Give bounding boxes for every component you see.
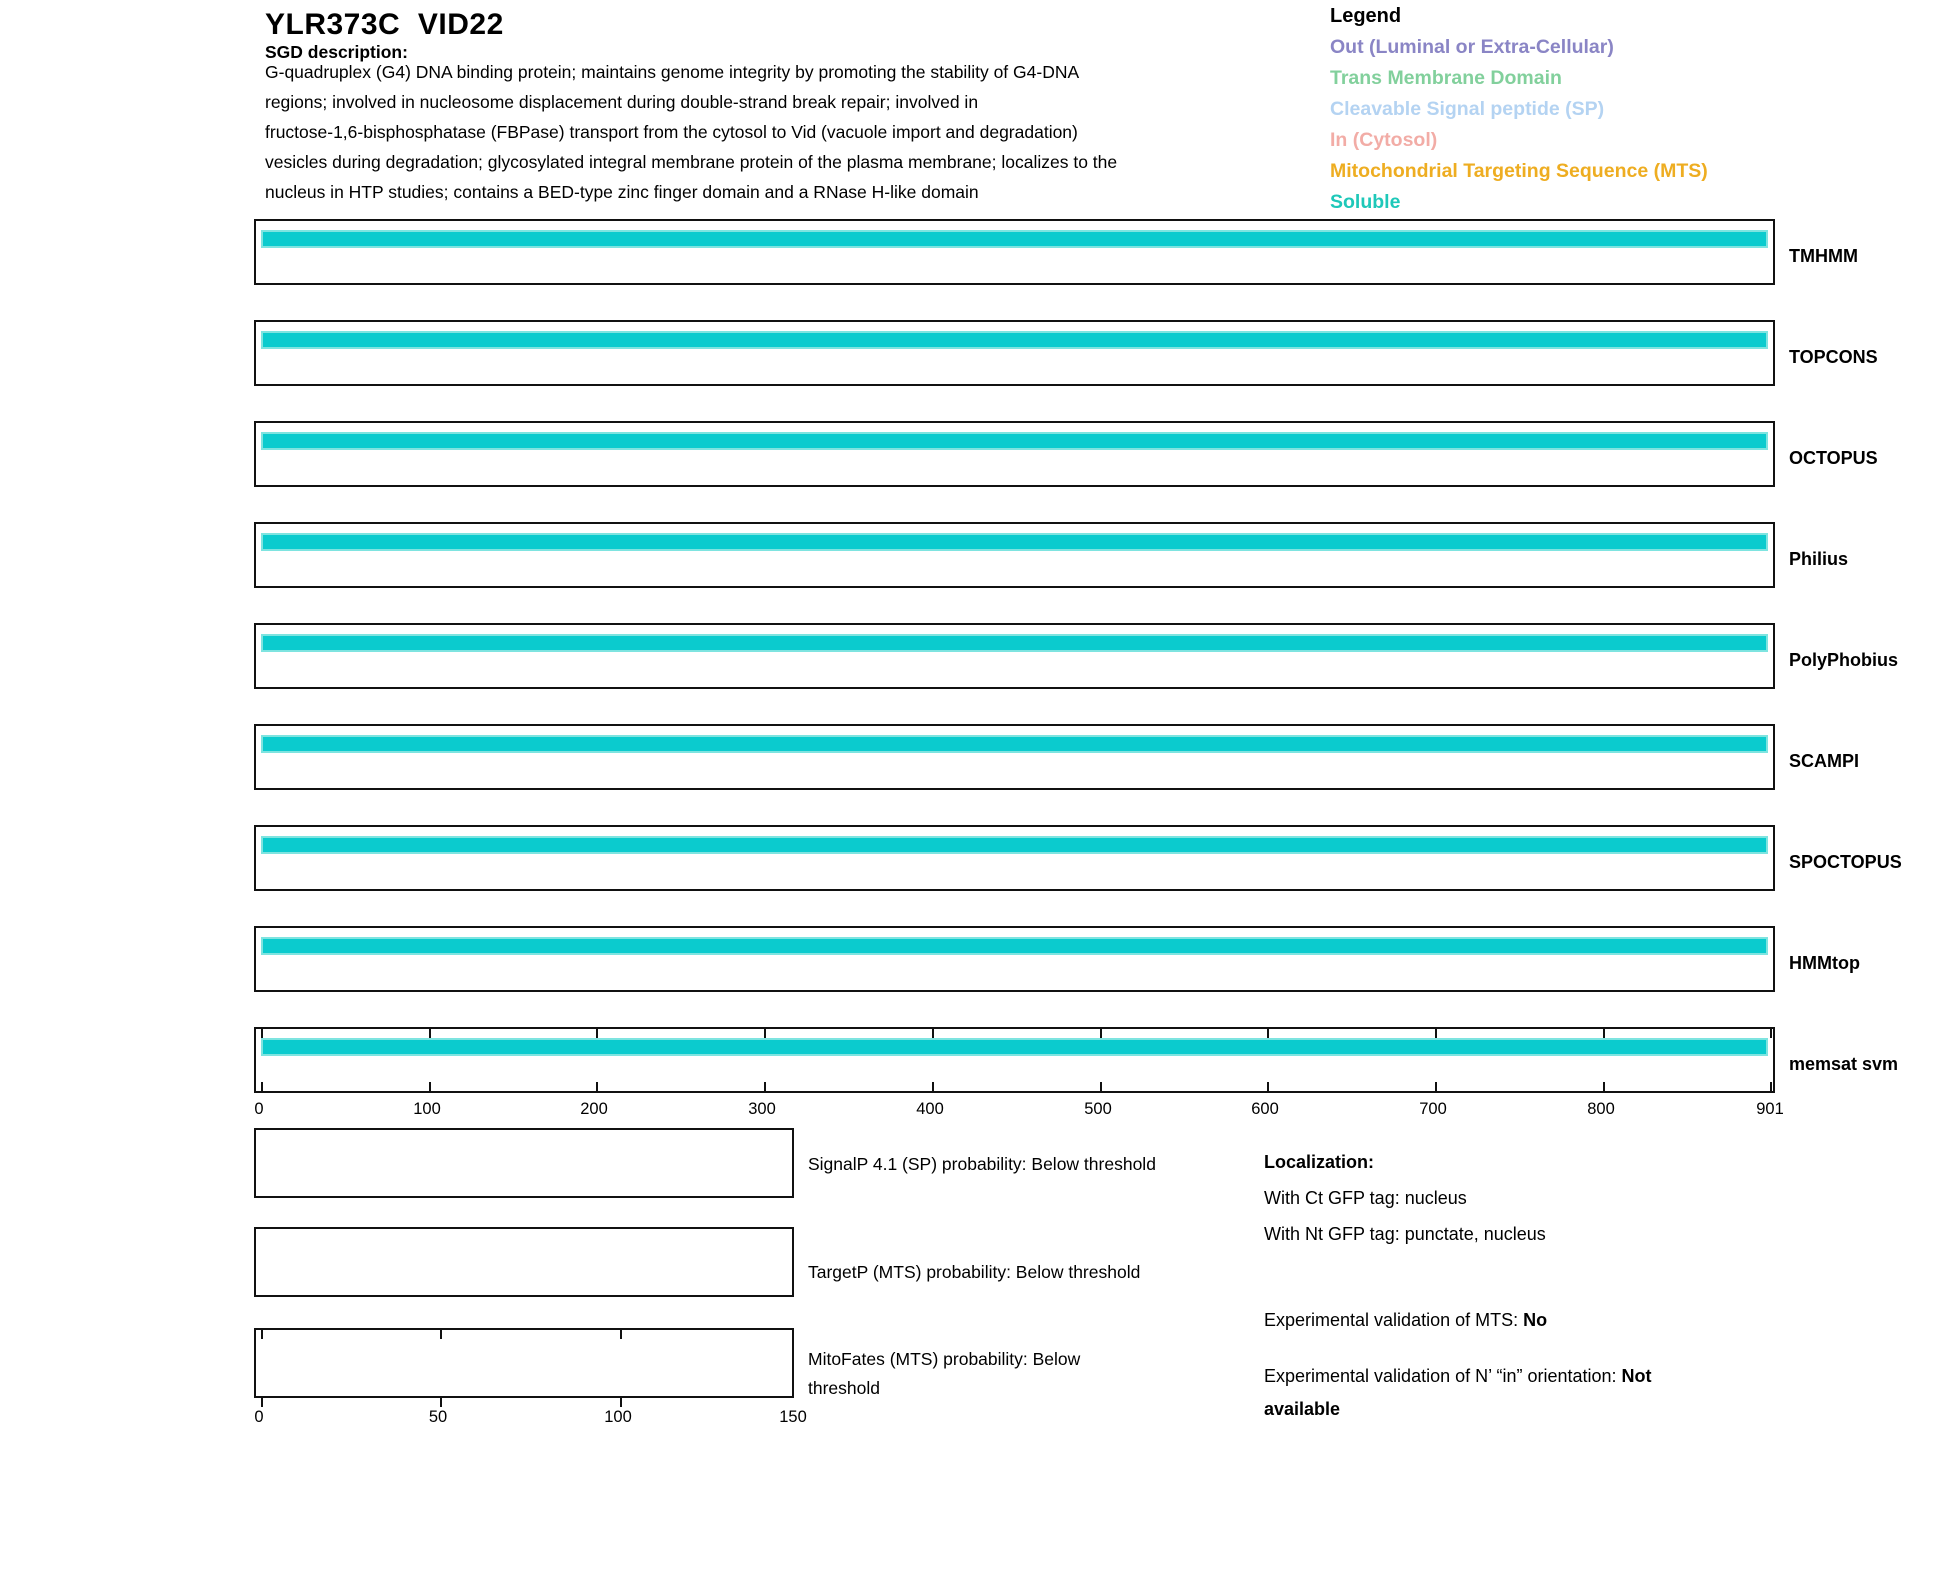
axis-tick: [261, 1082, 263, 1091]
page-title: YLR373C VID22: [265, 8, 504, 41]
axis-tick-label: 500: [1084, 1100, 1112, 1118]
axis-tick: [1100, 1082, 1102, 1091]
axis-tick-label: 901: [1756, 1100, 1784, 1118]
legend-title: Legend: [1330, 5, 1402, 27]
legend-item-soluble: Soluble: [1330, 191, 1401, 213]
axis-tick: [1100, 1029, 1102, 1038]
soluble-bar: [261, 432, 1768, 450]
axis-tick: [261, 1330, 263, 1339]
axis-tick: [261, 1029, 263, 1038]
localization-title: Localization:: [1264, 1152, 1375, 1172]
sgd-description-line: G-quadruplex (G4) DNA binding protein; maintains genome integrity by promoting the stability of G4-DNA: [265, 62, 1080, 82]
track-box-polyphobius: [254, 623, 1775, 689]
soluble-bar: [261, 937, 1768, 955]
axis-tick: [429, 1082, 431, 1091]
sgd-description-label: SGD description:: [265, 42, 408, 62]
axis-tick: [764, 1029, 766, 1038]
axis-tick: [1603, 1082, 1605, 1091]
axis-tick-label: 0: [254, 1100, 264, 1118]
axis-tick-label: 150: [779, 1408, 807, 1426]
axis-tick: [440, 1398, 442, 1407]
sgd-description-line: vesicles during degradation; glycosylated integral membrane protein of the plasma membrane; localizes to the: [265, 152, 1118, 172]
track-label-polyphobius: PolyPhobius: [1789, 650, 1899, 670]
axis-tick-label: 100: [413, 1100, 441, 1118]
sgd-description-line: regions; involved in nucleosome displacement during double-strand break repair; involved in: [265, 92, 979, 112]
signalp-caption: SignalP 4.1 (SP) probability: Below threshold: [808, 1154, 1156, 1174]
track-box-spoctopus: [254, 825, 1775, 891]
legend-item-mts: Mitochondrial Targeting Sequence (MTS): [1330, 160, 1708, 182]
axis-tick: [1267, 1082, 1269, 1091]
track-label-memsat-svm: memsat svm: [1789, 1054, 1899, 1074]
soluble-bar: [261, 836, 1768, 854]
axis-tick-label: 50: [428, 1408, 448, 1426]
main-x-axis: [254, 1100, 1784, 1122]
soluble-bar: [261, 533, 1768, 551]
legend-item-tm: Trans Membrane Domain: [1330, 67, 1562, 89]
track-box-tmhmm: [254, 219, 1775, 285]
axis-tick: [1435, 1029, 1437, 1038]
mitofates-caption: MitoFates (MTS) probability: Below threshold: [808, 1349, 1081, 1398]
axis-tick: [596, 1029, 598, 1038]
targetp-plot-box: [254, 1227, 794, 1297]
axis-tick: [596, 1082, 598, 1091]
small-x-axis: [254, 1408, 807, 1430]
orientation-validation-line: [1264, 1360, 1709, 1426]
soluble-bar: [261, 735, 1768, 753]
legend-item-out: Out (Luminal or Extra-Cellular): [1330, 36, 1614, 58]
mts-validation-value: No: [1523, 1310, 1548, 1330]
track-box-topcons: [254, 320, 1775, 386]
track-label-scampi: SCAMPI: [1789, 751, 1860, 771]
axis-tick: [1603, 1029, 1605, 1038]
sgd-description-line: nucleus in HTP studies; contains a BED-type zinc finger domain and a RNase H-like domain: [265, 182, 979, 202]
soluble-bar: [261, 331, 1768, 349]
axis-tick-label: 700: [1419, 1100, 1447, 1118]
axis-tick-label: 600: [1251, 1100, 1279, 1118]
soluble-bar: [261, 1038, 1768, 1056]
track-box-octopus: [254, 421, 1775, 487]
axis-tick: [440, 1330, 442, 1339]
track-label-tmhmm: TMHMM: [1789, 246, 1858, 266]
axis-tick: [764, 1082, 766, 1091]
axis-tick-label: 800: [1587, 1100, 1615, 1118]
legend-item-in: In (Cytosol): [1330, 129, 1438, 151]
orientation-validation-value: Not available: [1264, 1366, 1652, 1419]
soluble-bar: [261, 230, 1768, 248]
localization-nt-line: With Nt GFP tag: punctate, nucleus: [1264, 1224, 1546, 1244]
track-label-philius: Philius: [1789, 549, 1849, 569]
axis-tick: [620, 1398, 622, 1407]
axis-tick-label: 200: [580, 1100, 608, 1118]
soluble-bar: [261, 634, 1768, 652]
axis-tick-label: 0: [254, 1408, 264, 1426]
axis-tick: [620, 1330, 622, 1339]
axis-tick: [429, 1029, 431, 1038]
track-label-hmmtop: HMMtop: [1789, 953, 1860, 973]
axis-tick: [932, 1029, 934, 1038]
track-label-topcons: TOPCONS: [1789, 347, 1878, 367]
targetp-caption: TargetP (MTS) probability: Below threshold: [808, 1262, 1141, 1282]
localization-ct-line: With Ct GFP tag: nucleus: [1264, 1188, 1467, 1208]
axis-tick: [932, 1082, 934, 1091]
axis-tick-label: 400: [916, 1100, 944, 1118]
axis-tick: [261, 1398, 263, 1407]
track-label-octopus: OCTOPUS: [1789, 448, 1878, 468]
sgd-description-line: fructose-1,6-bisphosphatase (FBPase) transport from the cytosol to Vid (vacuole import and degradation): [265, 122, 1078, 142]
mitofates-plot-box: [254, 1328, 794, 1398]
mts-validation-line: [1264, 1308, 1547, 1332]
track-box-memsat-svm: [254, 1027, 1775, 1093]
axis-tick: [1770, 1029, 1772, 1038]
orientation-validation-prefix: Experimental validation of N’ “in” orientation:: [1264, 1366, 1622, 1386]
track-label-spoctopus: SPOCTOPUS: [1789, 852, 1902, 872]
axis-tick-label: 300: [748, 1100, 776, 1118]
track-box-philius: [254, 522, 1775, 588]
track-box-hmmtop: [254, 926, 1775, 992]
mts-validation-prefix: Experimental validation of MTS:: [1264, 1310, 1524, 1330]
legend-item-sp: Cleavable Signal peptide (SP): [1330, 98, 1605, 120]
signalp-plot-box: [254, 1128, 794, 1198]
axis-tick: [1435, 1082, 1437, 1091]
axis-tick: [1267, 1029, 1269, 1038]
axis-tick: [1770, 1082, 1772, 1091]
track-box-scampi: [254, 724, 1775, 790]
axis-tick-label: 100: [604, 1408, 632, 1426]
